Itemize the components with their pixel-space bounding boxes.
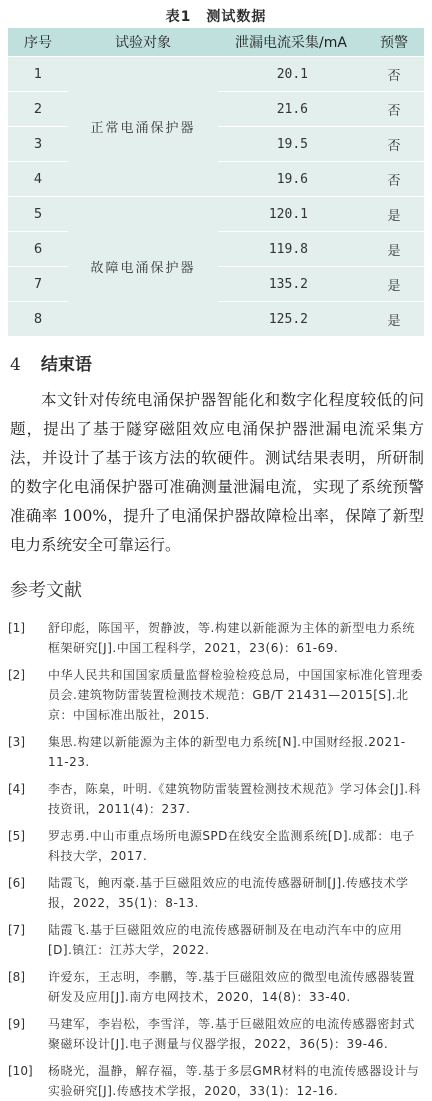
row-alarm: 是 <box>364 267 424 302</box>
reference-item <box>8 826 424 866</box>
reference-index: [4] <box>8 782 25 796</box>
row-alarm: 是 <box>364 232 424 267</box>
references-list <box>8 618 424 1101</box>
table-row <box>8 57 424 92</box>
header-current: 泄漏电流采集/mA <box>218 28 364 57</box>
row-value: 19.5 <box>218 127 364 162</box>
table-header-row <box>8 28 424 57</box>
row-no: 3 <box>8 127 68 162</box>
section-title: 结束语 <box>40 355 92 375</box>
row-no: 6 <box>8 232 68 267</box>
row-no: 4 <box>8 162 68 197</box>
row-alarm: 否 <box>364 92 424 127</box>
row-value: 135.2 <box>218 267 364 302</box>
header-alarm: 预警 <box>364 28 424 57</box>
row-value: 125.2 <box>218 302 364 337</box>
row-no: 8 <box>8 302 68 337</box>
row-value: 119.8 <box>218 232 364 267</box>
section-heading <box>10 350 432 378</box>
row-alarm: 否 <box>364 57 424 92</box>
reference-index: [1] <box>8 621 25 635</box>
reference-index: [7] <box>8 923 25 937</box>
reference-text: 许爱东，王志明，李鹏，等.基于巨磁阻效应的微型电流传感器装置研发及应用[J].南方电网技术，2020，14(8)：33-40. <box>48 970 415 1004</box>
group-normal: 正常电涌保护器 <box>68 57 218 197</box>
reference-index: [2] <box>8 668 25 682</box>
row-no: 7 <box>8 267 68 302</box>
row-alarm: 是 <box>364 302 424 337</box>
reference-text: 集思.构建以新能源为主体的新型电力系统[N].中国财经报.2021-11-23. <box>48 735 406 769</box>
reference-index: [10] <box>8 1064 33 1078</box>
reference-index: [9] <box>8 1017 25 1031</box>
reference-item <box>8 920 424 960</box>
table-row <box>8 197 424 232</box>
row-no: 2 <box>8 92 68 127</box>
test-data-table <box>8 28 424 336</box>
reference-item <box>8 732 424 772</box>
row-value: 21.6 <box>218 92 364 127</box>
row-alarm: 否 <box>364 127 424 162</box>
row-alarm: 是 <box>364 197 424 232</box>
group-faulty: 故障电涌保护器 <box>68 197 218 337</box>
reference-text: 中华人民共和国国家质量监督检验检疫总局，中国国家标准化管理委员会.建筑物防雷装置检测技术规范：GB/T 21431—2015[S].北京：中国标准出版社，2015. <box>48 668 424 722</box>
row-value: 20.1 <box>218 57 364 92</box>
reference-item <box>8 1061 424 1101</box>
row-no: 5 <box>8 197 68 232</box>
reference-item <box>8 967 424 1007</box>
reference-text: 马建军，李岩松，李雪洋，等.基于巨磁阻效应的电流传感器密封式聚磁环设计[J].电子测量与仪器学报，2022，36(5)：39-46. <box>48 1017 415 1051</box>
reference-item <box>8 873 424 913</box>
reference-item <box>8 1014 424 1054</box>
row-value: 120.1 <box>218 197 364 232</box>
row-value: 19.6 <box>218 162 364 197</box>
reference-index: [3] <box>8 735 25 749</box>
reference-text: 舒印彪，陈国平，贺静波，等.构建以新能源为主体的新型电力系统框架研究[J].中国工程科学，2021，23(6)：61-69. <box>48 621 415 655</box>
reference-text: 李杏，陈臬，叶明.《建筑物防雷装置检测技术规范》学习体会[J].科技资讯，2011(4)：237. <box>48 782 422 816</box>
row-no: 1 <box>8 57 68 92</box>
reference-item <box>8 618 424 658</box>
reference-text: 杨晓光，温静，解存福，等.基于多层GMR材料的电流传感器设计与实验研究[J].传感技术学报，2020，33(1)：12-16. <box>48 1064 420 1098</box>
reference-index: [8] <box>8 970 25 984</box>
reference-item <box>8 779 424 819</box>
reference-item <box>8 665 424 725</box>
references-heading: 参考文献 <box>10 580 82 601</box>
header-no: 序号 <box>8 28 68 57</box>
section-number: 4 <box>10 355 21 375</box>
row-alarm: 否 <box>364 162 424 197</box>
reference-index: [6] <box>8 876 25 890</box>
table-caption: 表1 测试数据 <box>165 9 267 25</box>
reference-text: 陆霞飞.基于巨磁阻效应的电流传感器研制及在电动汽车中的应用[D].镇江：江苏大学，2022. <box>48 923 403 957</box>
reference-text: 陆霞飞，鲍丙豪.基于巨磁阻效应的电流传感器研制[J].传感技术学报，2022，35(1)：8-13. <box>48 876 409 910</box>
reference-index: [5] <box>8 829 25 843</box>
reference-text: 罗志勇.中山市重点场所电源SPD在线安全监测系统[D].成都：电子科技大学，2017. <box>48 829 415 863</box>
conclusion-paragraph: 本文针对传统电涌保护器智能化和数字化程度较低的问题，提出了基于隧穿磁阻效应电涌保护器泄漏电流采集方法，并设计了基于该方法的软硬件。测试结果表明，所研制的数字化电涌保护器可准确测量泄漏电流，实现了系统预警准确率 100%，提升了电涌保护器故障检出率，保障了新型电力系统安全可靠运行。 <box>10 391 424 554</box>
header-object: 试验对象 <box>68 28 218 57</box>
